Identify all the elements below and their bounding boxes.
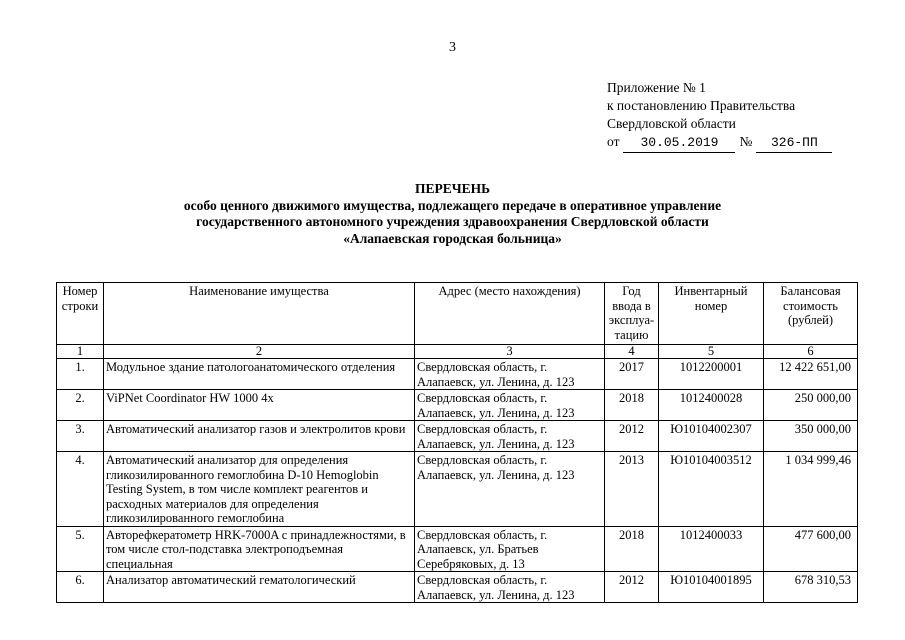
property-table bbox=[56, 282, 858, 603]
document-title bbox=[0, 181, 905, 247]
row-number: 4. bbox=[57, 452, 104, 527]
resolution-number: 326-ПП bbox=[756, 134, 832, 153]
row-number: 3. bbox=[57, 421, 104, 452]
column-index: 2 bbox=[104, 345, 415, 359]
appendix-resolution-line: к постановлению Правительства bbox=[607, 98, 796, 113]
appendix-title: Приложение № 1 bbox=[607, 80, 706, 95]
commission-year: 2018 bbox=[605, 526, 659, 572]
title-line-2: государственного автономного учреждения здравоохранения Свердловской области bbox=[196, 214, 709, 229]
commission-year: 2012 bbox=[605, 572, 659, 603]
table-header-row bbox=[57, 283, 858, 345]
inventory-number: 1012400033 bbox=[659, 526, 764, 572]
property-name: Модульное здание патологоанатомического отделения bbox=[104, 359, 415, 390]
appendix-block bbox=[607, 79, 832, 153]
title-line-3: «Алапаевская городская больница» bbox=[343, 230, 562, 246]
property-address: Свердловская область, г. Алапаевск, ул. Ленина, д. 123 bbox=[415, 390, 605, 421]
property-address: Свердловская область, г. Алапаевск, ул. Ленина, д. 123 bbox=[415, 572, 605, 603]
inventory-number: Ю10104001895 bbox=[659, 572, 764, 603]
header-num: Номер строки bbox=[57, 283, 104, 345]
balance-value: 250 000,00 bbox=[764, 390, 858, 421]
header-address: Адрес (место нахождения) bbox=[415, 283, 605, 345]
property-name: ViPNet Coordinator HW 1000 4x bbox=[104, 390, 415, 421]
property-name: Авторефкератометр HRK-7000A с принадлежностями, в том числе стол-подставка электроподъемная специальная bbox=[104, 526, 415, 572]
column-index: 5 bbox=[659, 345, 764, 359]
balance-value: 1 034 999,46 bbox=[764, 452, 858, 527]
property-address: Свердловская область, г. Алапаевск, ул. Ленина, д. 123 bbox=[415, 421, 605, 452]
row-number: 6. bbox=[57, 572, 104, 603]
inventory-number: 1012200001 bbox=[659, 359, 764, 390]
inventory-number: Ю10104002307 bbox=[659, 421, 764, 452]
column-index: 1 bbox=[57, 345, 104, 359]
column-index: 3 bbox=[415, 345, 605, 359]
property-name: Автоматический анализатор газов и электролитов крови bbox=[104, 421, 415, 452]
inventory-number: Ю10104003512 bbox=[659, 452, 764, 527]
page-number: 3 bbox=[449, 40, 456, 55]
commission-year: 2013 bbox=[605, 452, 659, 527]
header-value: Балансовая стоимость (рублей) bbox=[764, 283, 858, 345]
property-address: Свердловская область, г. Алапаевск, ул. Братьев Серебряковых, д. 13 bbox=[415, 526, 605, 572]
table-row bbox=[57, 390, 858, 421]
appendix-date-line bbox=[607, 133, 832, 153]
row-number: 2. bbox=[57, 390, 104, 421]
commission-year: 2012 bbox=[605, 421, 659, 452]
header-year: Год ввода в эксплуа-тацию bbox=[605, 283, 659, 345]
table-row bbox=[57, 526, 858, 572]
property-name: Анализатор автоматический гематологический bbox=[104, 572, 415, 603]
appendix-region-line: Свердловской области bbox=[607, 116, 736, 131]
balance-value: 12 422 651,00 bbox=[764, 359, 858, 390]
number-label: № bbox=[739, 134, 753, 149]
title-line-1: особо ценного движимого имущества, подлежащего передаче в оперативное управление bbox=[183, 197, 722, 213]
table-row bbox=[57, 359, 858, 390]
column-index: 6 bbox=[764, 345, 858, 359]
commission-year: 2017 bbox=[605, 359, 659, 390]
header-name: Наименование имущества bbox=[104, 283, 415, 345]
balance-value: 477 600,00 bbox=[764, 526, 858, 572]
row-number: 1. bbox=[57, 359, 104, 390]
property-address: Свердловская область, г. Алапаевск, ул. Ленина, д. 123 bbox=[415, 359, 605, 390]
from-label: от bbox=[607, 134, 620, 149]
resolution-date: 30.05.2019 bbox=[623, 134, 735, 153]
column-index-row bbox=[57, 345, 858, 359]
inventory-number: 1012400028 bbox=[659, 390, 764, 421]
table-row bbox=[57, 421, 858, 452]
column-index: 4 bbox=[605, 345, 659, 359]
property-name: Автоматический анализатор для определения гликозилированного гемоглобина D-10 Hemoglobin Testing System, в том числе комплект реагентов и расходных материалов для определения гликозилированного гемоглобина bbox=[104, 452, 415, 527]
commission-year: 2018 bbox=[605, 390, 659, 421]
balance-value: 678 310,53 bbox=[764, 572, 858, 603]
title-heading: ПЕРЕЧЕНЬ bbox=[414, 181, 491, 196]
table-row bbox=[57, 452, 858, 527]
table-row bbox=[57, 572, 858, 603]
balance-value: 350 000,00 bbox=[764, 421, 858, 452]
property-address: Свердловская область, г. Алапаевск, ул. Ленина, д. 123 bbox=[415, 452, 605, 527]
header-inventory: Инвентарный номер bbox=[659, 283, 764, 345]
row-number: 5. bbox=[57, 526, 104, 572]
